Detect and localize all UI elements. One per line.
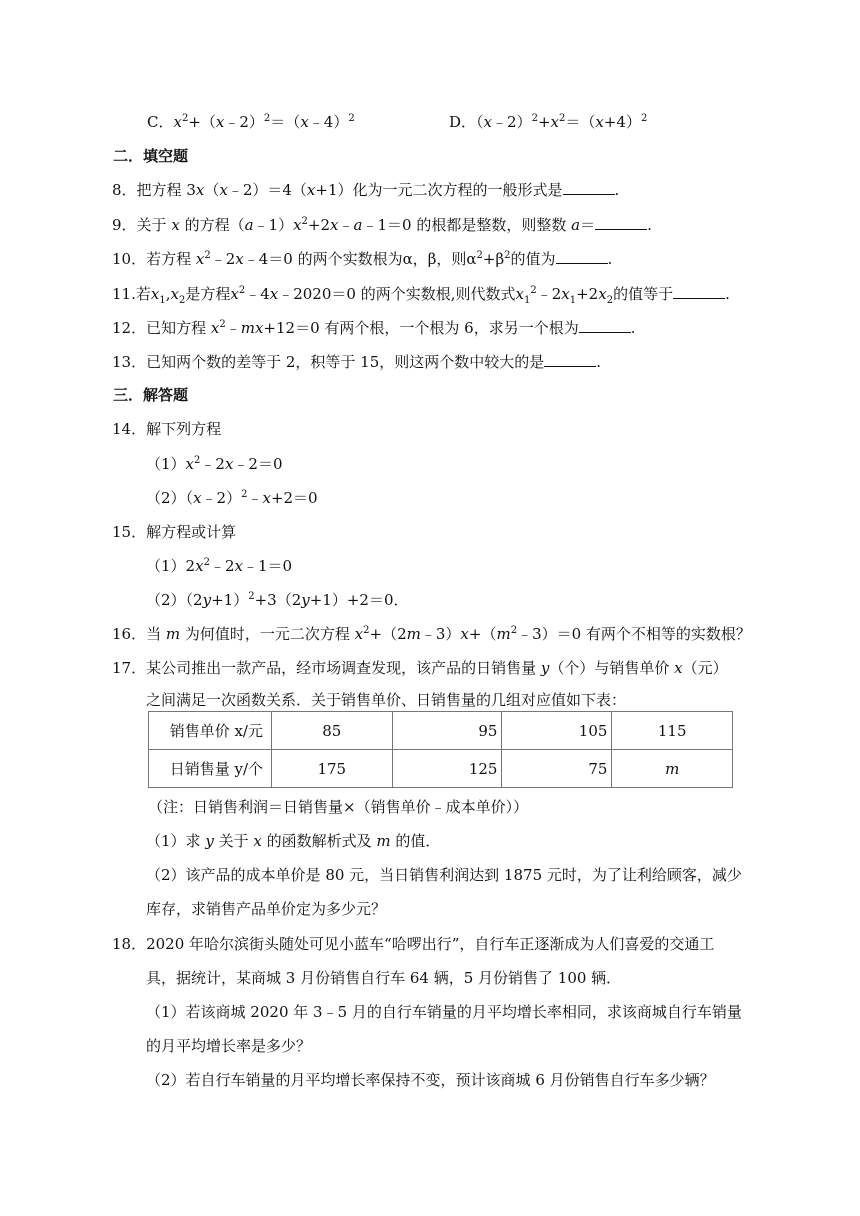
answer-blank [579,318,631,333]
table-header-cell: 销售单价 x/元 [149,712,272,750]
question-17-note: （注：日销售利润＝日销售量×（销售单价﹣成本单价）） [148,798,529,816]
question-10: 10．若方程 $x^2﹣2x﹣4=0$ 的两个实数根为α，β，则$\alpha^2+\beta^2$的值为 . [112,250,613,268]
q7-option-c: C．$x^2+(x﹣2)^2=(x﹣4)^2$ [147,113,355,131]
question-14-part-1: $(1)x^2﹣2x﹣2=0$ [146,455,283,473]
table-cell: m [612,750,733,788]
question-11: 11.若$x_1,x_2$是方程$x^2﹣4x﹣2020=0$ 的两个实数根,则代数式$x_1^2﹣2x_1+2x_2$的值等于 . [112,285,730,306]
question-16: 16．当 m 为何值时，一元二次方程 $x^2+(2m﹣3)x+(m^2﹣3)=0$ 有两个不相等的实数根？ [112,625,751,643]
table-row [149,750,733,788]
q7-option-d: D．$(x﹣2)^2+x^2=(x+4)^2$ [449,113,648,131]
question-17-part-2: （2）该产品的成本单价是 80 元，当日销售利润达到 1875 元时，为了让利给顾客，减少 [146,866,742,884]
question-17-part-1: （1）求 y 关于 x 的函数解析式及 m 的值． [146,832,441,850]
question-17-line-2: 之间满足一次函数关系．关于销售单价、日销售量的几组对应值如下表： [146,691,627,709]
table-cell: 95 [392,712,502,750]
question-18-part-2: （2）若自行车销量的月平均增长率保持不变，预计该商城 6 月份销售自行车多少辆？ [146,1071,715,1089]
table-cell: 75 [502,750,612,788]
answer-blank [544,352,596,367]
question-18-part-1: （1）若该商城 2020 年 3﹣5 月的自行车销量的月平均增长率相同，求该商城自行车销量 [146,1003,742,1021]
table-cell: 105 [502,712,612,750]
question-8: 8．把方程 3x（x﹣2）＝4（x+1）化为一元二次方程的一般形式是 . [112,181,620,199]
table-cell: 125 [392,750,502,788]
answer-blank [556,249,608,264]
question-18-line-2: 具，据统计，某商城 3 月份销售自行车 64 辆，5 月份销售了 100 辆． [146,969,622,987]
table-cell: 85 [272,712,393,750]
question-17: 17．某公司推出一款产品，经市场调查发现，该产品的日销售量 y（个）与销售单价 x（元） [112,659,728,677]
question-15-part-2: $(2)(2y+1)^2+3(2y+1)+2=0$． [146,591,409,609]
table-header-cell: 日销售量 y/个 [149,750,272,788]
question-15-part-1: $(1)2x^2﹣2x﹣1=0$ [146,557,293,575]
question-14-part-2: （2）（x﹣2）$^2$﹣x+2＝0 [146,489,318,507]
answer-blank [563,180,615,195]
question-14: 14．解下列方程 [112,420,222,438]
answer-blank [595,215,647,230]
question-17-part-2-cont: 库存，求销售产品单价定为多少元？ [146,900,387,918]
question-13: 13．已知两个数的差等于 2，积等于 15，则这两个数中较大的是 . [112,353,602,371]
price-sales-table [148,711,733,788]
question-12: 12．已知方程 $x^2﹣mx+12=0$ 有两个根，一个根为 6，求另一个根为 . [112,319,636,337]
section-title-fill-blank: 二．填空题 [113,147,189,165]
question-18-part-1-cont: 的月平均增长率是多少？ [146,1037,312,1055]
table-cell: 115 [612,712,733,750]
table-row [149,712,733,750]
question-18: 18．2020 年哈尔滨街头随处可见小蓝车“哈啰出行”，自行车正逐渐成为人们喜爱的交通工 [112,935,715,953]
table-cell: 175 [272,750,393,788]
answer-blank [673,284,725,299]
section-title-answer: 三．解答题 [113,386,189,404]
question-15: 15．解方程或计算 [112,523,237,541]
question-9: 9．关于 x 的方程$(a﹣1)x^2+2x﹣a﹣1=0$ 的根都是整数，则整数 a＝ . [112,216,652,234]
